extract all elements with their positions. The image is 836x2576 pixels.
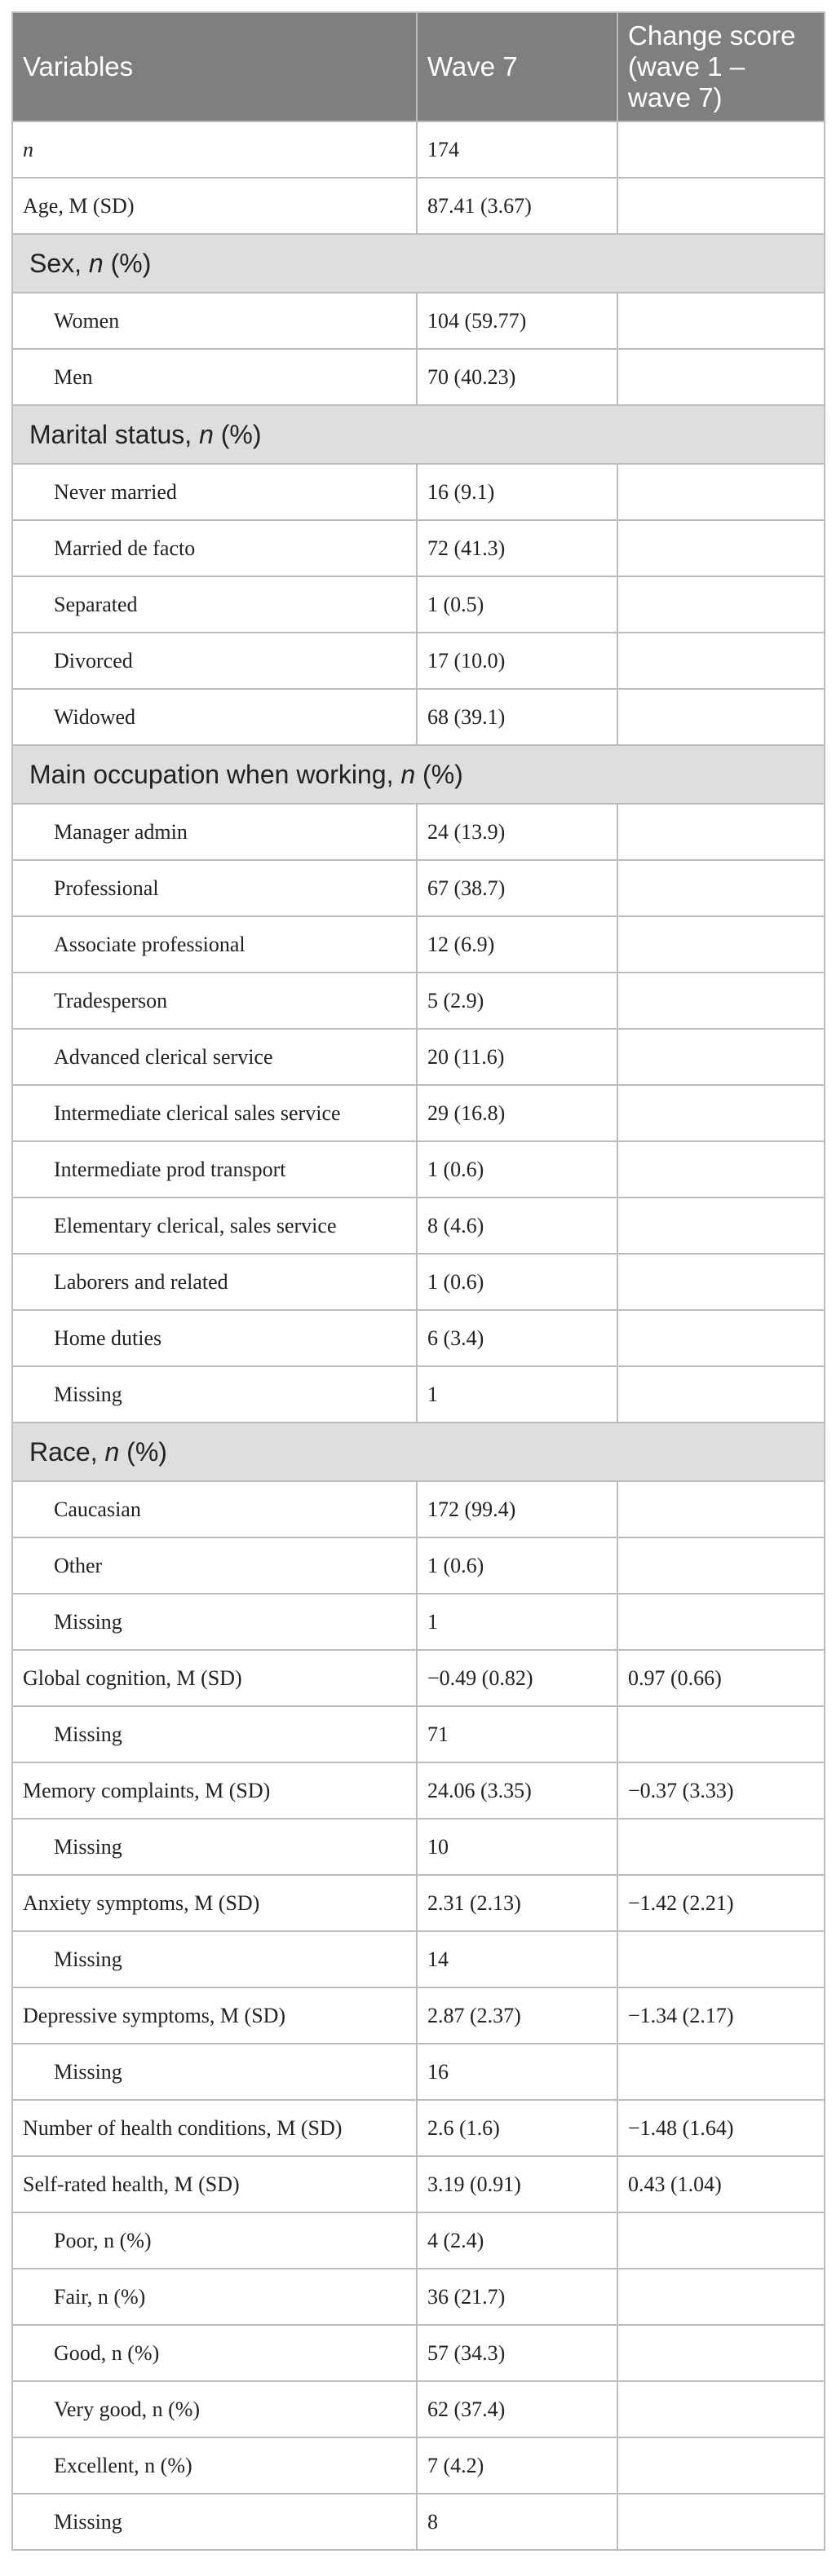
row-label: Professional <box>12 860 417 916</box>
row-label: Number of health conditions, M (SD) <box>12 2100 417 2156</box>
wave7-value: 17 (10.0) <box>417 633 617 689</box>
change-score-value <box>617 2269 825 2325</box>
row-label: Separated <box>12 576 417 633</box>
section-header-row <box>12 405 825 464</box>
wave7-value: 5 (2.9) <box>417 973 617 1029</box>
wave7-value: 24.06 (3.35) <box>417 1762 617 1819</box>
table-row <box>12 464 825 520</box>
wave7-value: 2.87 (2.37) <box>417 1987 617 2044</box>
row-label: Intermediate clerical sales service <box>12 1085 417 1141</box>
section-label-suffix: (%) <box>213 419 262 449</box>
table-row <box>12 1198 825 1254</box>
row-label: Advanced clerical service <box>12 1029 417 1085</box>
section-label-italic: n <box>88 248 104 278</box>
wave7-value: 68 (39.1) <box>417 689 617 745</box>
row-label: Missing <box>12 1819 417 1875</box>
section-header-row <box>12 745 825 804</box>
change-score-value <box>617 1254 825 1310</box>
table-row <box>12 1650 825 1706</box>
change-score-value <box>617 576 825 633</box>
section-label-text: Marital status, <box>29 419 200 449</box>
wave7-value: 8 (4.6) <box>417 1198 617 1254</box>
wave7-value: 172 (99.4) <box>417 1481 617 1537</box>
section-label-italic: n <box>400 759 416 789</box>
table-body <box>12 121 825 2550</box>
row-label: Widowed <box>12 689 417 745</box>
row-label: Depressive symptoms, M (SD) <box>12 1987 417 2044</box>
row-label: Associate professional <box>12 916 417 973</box>
change-score-value: 0.97 (0.66) <box>617 1650 825 1706</box>
row-label: Tradesperson <box>12 973 417 1029</box>
table-row <box>12 1987 825 2044</box>
wave7-value: 1 (0.6) <box>417 1141 617 1198</box>
change-score-value <box>617 633 825 689</box>
row-label: Divorced <box>12 633 417 689</box>
change-score-value: −1.34 (2.17) <box>617 1987 825 2044</box>
section-label <box>12 234 825 293</box>
change-score-value <box>617 973 825 1029</box>
row-label: Self-rated health, M (SD) <box>12 2156 417 2212</box>
section-label <box>12 745 825 804</box>
wave7-value: 62 (37.4) <box>417 2381 617 2437</box>
table-row <box>12 2381 825 2437</box>
wave7-value: 16 <box>417 2044 617 2100</box>
wave7-value: 3.19 (0.91) <box>417 2156 617 2212</box>
wave7-value: 1 <box>417 1366 617 1423</box>
wave7-value: 10 <box>417 1819 617 1875</box>
row-label: Very good, n (%) <box>12 2381 417 2437</box>
change-score-value <box>617 689 825 745</box>
table-row <box>12 1029 825 1085</box>
wave7-value: 36 (21.7) <box>417 2269 617 2325</box>
table-row <box>12 2156 825 2212</box>
row-label: Good, n (%) <box>12 2325 417 2381</box>
table-row <box>12 2437 825 2494</box>
table-row <box>12 576 825 633</box>
wave7-value: 8 <box>417 2494 617 2550</box>
change-score-value <box>617 121 825 178</box>
change-score-value <box>617 2212 825 2269</box>
table-row <box>12 973 825 1029</box>
table-row <box>12 2494 825 2550</box>
section-label <box>12 405 825 464</box>
wave7-value: 87.41 (3.67) <box>417 178 617 234</box>
table-row <box>12 1481 825 1537</box>
wave7-value: 29 (16.8) <box>417 1085 617 1141</box>
table-row <box>12 1762 825 1819</box>
wave7-value: 6 (3.4) <box>417 1310 617 1366</box>
row-label: Missing <box>12 1594 417 1650</box>
row-label: Fair, n (%) <box>12 2269 417 2325</box>
wave7-value: 71 <box>417 1706 617 1762</box>
row-label: Never married <box>12 464 417 520</box>
change-score-value: −1.42 (2.21) <box>617 1875 825 1931</box>
row-label: Missing <box>12 2494 417 2550</box>
table-row <box>12 1931 825 1987</box>
table-row <box>12 916 825 973</box>
wave7-value: 24 (13.9) <box>417 804 617 860</box>
table-row <box>12 1366 825 1423</box>
wave7-value: 1 (0.6) <box>417 1537 617 1594</box>
wave7-value: 67 (38.7) <box>417 860 617 916</box>
row-label: Age, M (SD) <box>12 178 417 234</box>
section-header-row <box>12 1423 825 1481</box>
wave7-value: 16 (9.1) <box>417 464 617 520</box>
table-row <box>12 689 825 745</box>
table-row <box>12 2044 825 2100</box>
table-row <box>12 1310 825 1366</box>
change-score-value <box>617 1141 825 1198</box>
row-label: Missing <box>12 1931 417 1987</box>
header-variables: Variables <box>12 12 417 121</box>
section-label <box>12 1423 825 1481</box>
change-score-value <box>617 464 825 520</box>
change-score-value <box>617 1594 825 1650</box>
change-score-value <box>617 2381 825 2437</box>
row-label: Memory complaints, M (SD) <box>12 1762 417 1819</box>
change-score-value <box>617 520 825 576</box>
table-row <box>12 178 825 234</box>
row-label: Men <box>12 349 417 405</box>
row-label: Laborers and related <box>12 1254 417 1310</box>
change-score-value <box>617 2437 825 2494</box>
wave7-value: 20 (11.6) <box>417 1029 617 1085</box>
row-label: Poor, n (%) <box>12 2212 417 2269</box>
table-row <box>12 121 825 178</box>
row-label: Caucasian <box>12 1481 417 1537</box>
change-score-value <box>617 2044 825 2100</box>
change-score-value <box>617 1085 825 1141</box>
data-table <box>11 11 825 2551</box>
change-score-value <box>617 804 825 860</box>
wave7-value: 7 (4.2) <box>417 2437 617 2494</box>
wave7-value: 70 (40.23) <box>417 349 617 405</box>
section-label-italic: n <box>104 1436 120 1467</box>
section-label-text: Main occupation when working, <box>29 759 401 789</box>
change-score-value <box>617 916 825 973</box>
wave7-value: 104 (59.77) <box>417 293 617 349</box>
wave7-value: 174 <box>417 121 617 178</box>
row-label: Manager admin <box>12 804 417 860</box>
wave7-value: 4 (2.4) <box>417 2212 617 2269</box>
change-score-value: 0.43 (1.04) <box>617 2156 825 2212</box>
row-label: Missing <box>12 1706 417 1762</box>
section-label-suffix: (%) <box>103 248 152 278</box>
change-score-value <box>617 349 825 405</box>
row-label: Married de facto <box>12 520 417 576</box>
row-label: Missing <box>12 2044 417 2100</box>
wave7-value: 72 (41.3) <box>417 520 617 576</box>
wave7-value: 2.31 (2.13) <box>417 1875 617 1931</box>
row-label: Home duties <box>12 1310 417 1366</box>
change-score-value: −0.37 (3.33) <box>617 1762 825 1819</box>
section-label-suffix: (%) <box>415 759 463 789</box>
change-score-value <box>617 1537 825 1594</box>
change-score-value <box>617 1198 825 1254</box>
table-row <box>12 1819 825 1875</box>
table-row <box>12 1085 825 1141</box>
section-header-row <box>12 234 825 293</box>
section-label-italic: n <box>199 419 214 449</box>
section-label-text: Race, <box>29 1436 105 1467</box>
change-score-value <box>617 293 825 349</box>
wave7-value: 2.6 (1.6) <box>417 2100 617 2156</box>
change-score-value <box>617 1931 825 1987</box>
row-label: Other <box>12 1537 417 1594</box>
header-row <box>12 12 825 121</box>
table-row <box>12 2100 825 2156</box>
header-change-score: Change score (wave 1 – wave 7) <box>617 12 825 121</box>
table-row <box>12 804 825 860</box>
change-score-value <box>617 1819 825 1875</box>
change-score-value <box>617 2325 825 2381</box>
change-score-value <box>617 1029 825 1085</box>
section-label-text: Sex, <box>29 248 89 278</box>
table-row <box>12 633 825 689</box>
header-wave7: Wave 7 <box>417 12 617 121</box>
wave7-value: 1 (0.5) <box>417 576 617 633</box>
wave7-value: −0.49 (0.82) <box>417 1650 617 1706</box>
section-label-suffix: (%) <box>119 1436 167 1467</box>
wave7-value: 12 (6.9) <box>417 916 617 973</box>
change-score-value <box>617 178 825 234</box>
table-row <box>12 2325 825 2381</box>
change-score-value <box>617 1310 825 1366</box>
row-label-italic: n <box>23 137 33 161</box>
table-row <box>12 1594 825 1650</box>
row-label: Global cognition, M (SD) <box>12 1650 417 1706</box>
change-score-value <box>617 860 825 916</box>
table-row <box>12 860 825 916</box>
row-label <box>12 121 417 178</box>
table-row <box>12 2212 825 2269</box>
row-label: Elementary clerical, sales service <box>12 1198 417 1254</box>
table-header <box>12 12 825 121</box>
row-label: Women <box>12 293 417 349</box>
row-label: Missing <box>12 1366 417 1423</box>
table-row <box>12 1254 825 1310</box>
table-row <box>12 520 825 576</box>
change-score-value <box>617 1706 825 1762</box>
change-score-value <box>617 2494 825 2550</box>
change-score-value <box>617 1481 825 1537</box>
table-row <box>12 1141 825 1198</box>
table-row <box>12 2269 825 2325</box>
wave7-value: 14 <box>417 1931 617 1987</box>
table-row <box>12 293 825 349</box>
row-label: Intermediate prod transport <box>12 1141 417 1198</box>
table-row <box>12 1537 825 1594</box>
change-score-value: −1.48 (1.64) <box>617 2100 825 2156</box>
change-score-value <box>617 1366 825 1423</box>
wave7-value: 1 (0.6) <box>417 1254 617 1310</box>
table-row <box>12 1875 825 1931</box>
table-row <box>12 1706 825 1762</box>
table-row <box>12 349 825 405</box>
row-label: Anxiety symptoms, M (SD) <box>12 1875 417 1931</box>
wave7-value: 57 (34.3) <box>417 2325 617 2381</box>
wave7-value: 1 <box>417 1594 617 1650</box>
row-label: Excellent, n (%) <box>12 2437 417 2494</box>
